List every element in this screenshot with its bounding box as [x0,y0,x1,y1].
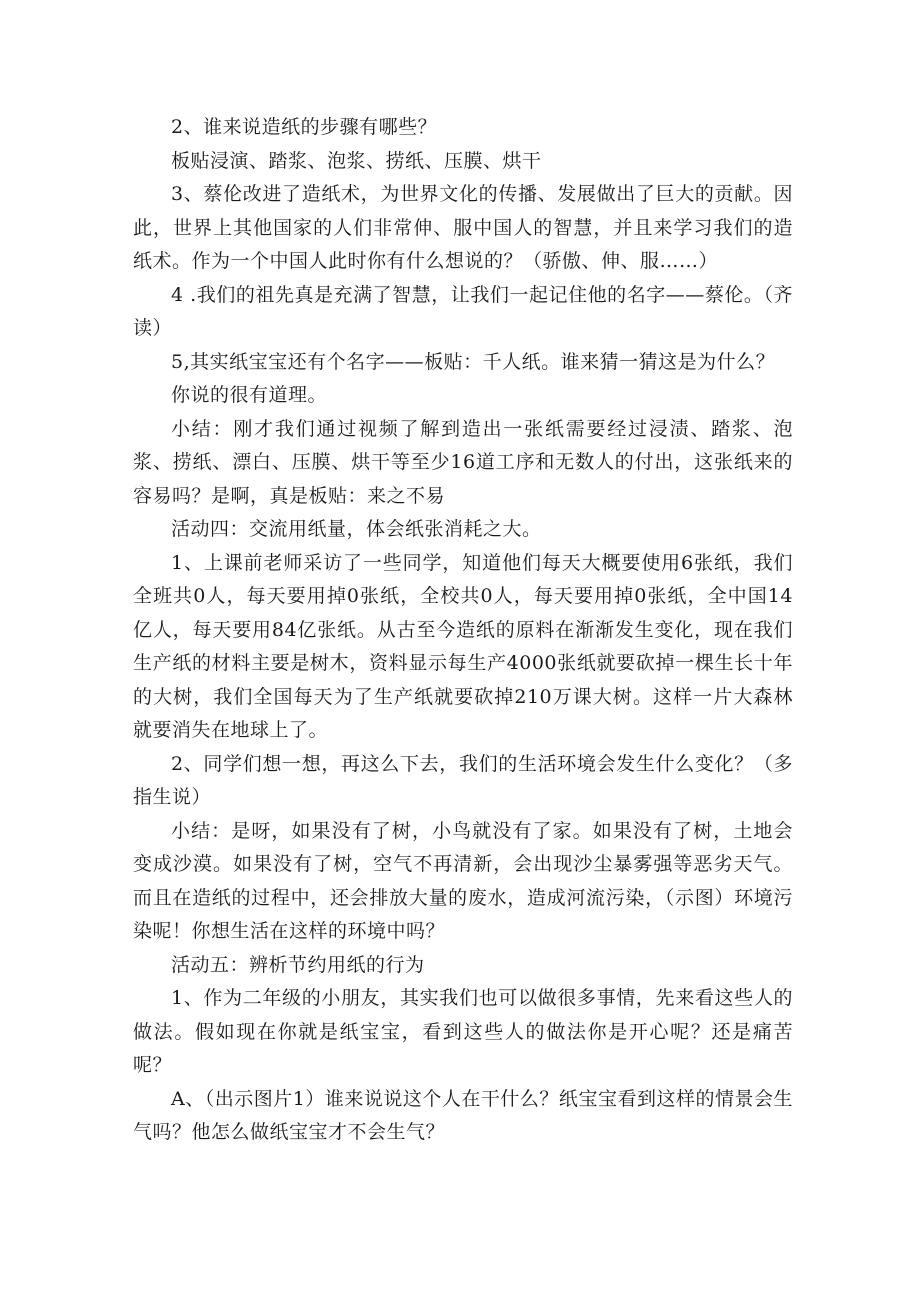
paragraph-summary-process: 小结：刚才我们通过视频了解到造出一张纸需要经过浸渍、踏浆、泡浆、捞纸、漂白、压膜、烘干等至少16道工序和无数人的付出，这张纸来的容易吗？是啊，真是板贴：来之不易 [133,417,793,507]
paragraph-picture-one: A、（出示图片1）谁来说说这个人在干什么？纸宝宝看到这样的情景会生气吗？他怎么做纸宝宝才不会生气？ [133,1087,793,1143]
paragraph-second-graders: 1、作为二年级的小朋友，其实我们也可以做很多事情，先来看这些人的做法。假如现在你就是纸宝宝，看到这些人的做法你是开心呢？还是痛苦呢？ [133,987,793,1076]
paragraph-reasonable: 你说的很有道理。 [171,384,328,406]
heading-activity-four: 活动四：交流用纸量，体会纸张消耗之大。 [171,518,542,540]
paragraph-steps-list: 板贴浸演、踏浆、泡浆、捞纸、压膜、烘干 [171,149,542,172]
paragraph-summary-environment: 小结：是呀，如果没有了树，小鸟就没有了家。如果没有了树，土地会变成沙漠。如果没有了树，空气不再清新，会出现沙尘暴雾强等恶劣天气。而且在造纸的过程中，还会排放大量的废水，造成河流污染，（示图）环境污染呢！你想生活在这样的环境中吗？ [133,819,793,942]
paragraph-ancestors-wisdom: 4 .我们的祖先真是充满了智慧，让我们一起记住他的名字——蔡伦。（齐读） [133,283,793,339]
paragraph-cai-lun-contribution: 3、蔡伦改进了造纸术，为世界文化的传播、发展做出了巨大的贡献。因此，世界上其他国家的人们非常伸、服中国人的智慧，并且来学习我们的造纸术。作为一个中国人此时你有什么想说的？（骄傲、伸、服……） [133,183,793,272]
paragraph-environment-question: 2、同学们想一想，再这么下去，我们的生活环境会发生什么变化？（多指生说） [133,752,793,808]
document-body [133,111,793,1150]
paragraph-question-steps: 2、谁来说造纸的步骤有哪些？ [171,116,438,138]
paragraph-thousand-people-paper: 5,其实纸宝宝还有个名字——板贴：千人纸。谁来猜一猜这是为什么？ [171,350,776,373]
paragraph-paper-usage: 1、上课前老师采访了一些同学，知道他们每天大概要使用6张纸，我们全班共0人，每天要用掉0张纸，全校共0人，每天要用掉0张纸，全中国14亿人，每天要用84亿张纸。从古至今造纸的原料在渐渐发生变化，现在我们生产纸的材料主要是树木，资料显示每生产4000张纸就要砍掉一棵生长十年的大树，我们全国每天为了生产纸就要砍掉210万课大树。这样一片大森林就要消失在地球上了。 [133,551,793,741]
heading-activity-five: 活动五：辨析节约用纸的行为 [171,953,425,976]
